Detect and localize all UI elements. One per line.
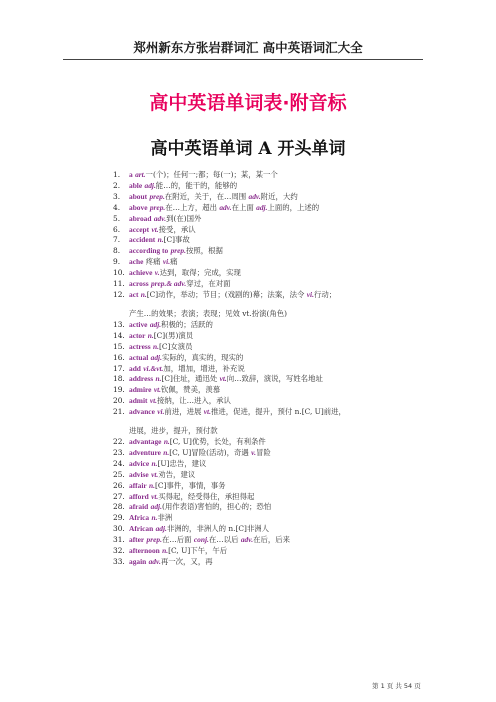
entry-definition: 上面的，上述的 bbox=[267, 202, 320, 212]
entry-word: accept bbox=[129, 224, 150, 234]
entry-pos: prep.& adv. bbox=[150, 279, 187, 289]
entry-number: 21. bbox=[113, 407, 125, 417]
list-item bbox=[113, 290, 413, 301]
section-title: 高中英语单词 A 开头单词 bbox=[150, 139, 346, 159]
entry-text bbox=[129, 448, 413, 459]
list-item bbox=[113, 448, 413, 459]
entry-word: abroad bbox=[129, 213, 152, 223]
entry-number: 7. bbox=[113, 235, 121, 245]
entry-number: 25. bbox=[113, 469, 125, 479]
entry-definition: [C]动作，举动；节目；(戏剧的)幕；法案，法令 bbox=[146, 289, 305, 299]
entry-number: 9. bbox=[113, 257, 121, 267]
entry-definition: 买得起，经受得住，承担得起 bbox=[158, 491, 255, 501]
entry-pos: adj. bbox=[155, 524, 167, 534]
entry-definition: 加，增加，增进，补充说 bbox=[163, 363, 245, 373]
entry-word: ache bbox=[129, 257, 144, 267]
list-item bbox=[113, 331, 413, 342]
list-item bbox=[113, 353, 413, 364]
entry-number: 14. bbox=[113, 330, 125, 340]
entry-word: add bbox=[129, 363, 141, 373]
entry-text bbox=[129, 353, 413, 364]
list-item bbox=[113, 459, 413, 470]
entry-number: 29. bbox=[113, 513, 125, 523]
header-rule bbox=[63, 59, 423, 60]
entry-word: advantage bbox=[129, 437, 162, 447]
entry-word: accident bbox=[129, 235, 156, 245]
entry-pos: adj. bbox=[149, 319, 162, 329]
entry-continuation: 产生…的效果；表演；表现；见效 vt.扮演(角色) bbox=[129, 308, 288, 318]
main-title: 高中英语单词表·附音标 bbox=[149, 92, 347, 114]
entry-pos: prep. bbox=[170, 246, 186, 256]
entry-number: 33. bbox=[113, 557, 125, 566]
entry-definition: 劝告，建议 bbox=[158, 469, 196, 479]
entry-definition: [C, U]优势，长处，有利条件 bbox=[169, 437, 266, 447]
entry-number: 24. bbox=[113, 458, 125, 468]
entry-text bbox=[129, 502, 413, 513]
entry-definition: [C](男)演员 bbox=[153, 330, 194, 340]
entry-word: achieve bbox=[129, 268, 153, 278]
entry-definition: [C, U]下午，午后 bbox=[168, 546, 228, 556]
entry-definition: 积极的；活跃的 bbox=[161, 319, 213, 329]
entry-definition: 按照，根据 bbox=[185, 246, 223, 256]
entry-definition: 冒险 bbox=[256, 447, 271, 457]
entry-pos: art. bbox=[135, 170, 146, 179]
list-item bbox=[113, 437, 413, 448]
entry-definition: 接受，承认 bbox=[158, 224, 196, 234]
entry-number: 12. bbox=[113, 289, 125, 299]
entry-definition: [C]女演员 bbox=[158, 341, 193, 351]
entry-pos: vi. bbox=[306, 289, 314, 299]
list-item bbox=[113, 279, 413, 290]
list-item bbox=[113, 407, 413, 418]
entry-word: advice bbox=[129, 458, 150, 468]
entry-definition: 非洲 bbox=[157, 513, 173, 523]
entry-number: 6. bbox=[113, 224, 121, 234]
entry-number: 27. bbox=[113, 491, 125, 501]
entry-word: a bbox=[129, 170, 133, 179]
list-item bbox=[113, 374, 413, 385]
entry-pos: n. bbox=[147, 330, 154, 340]
entry-number: 23. bbox=[113, 447, 125, 457]
entry-word: advise bbox=[129, 469, 149, 479]
entry-text bbox=[129, 459, 413, 470]
entry-word: above bbox=[129, 202, 148, 212]
list-item bbox=[113, 513, 413, 524]
entry-definition: 在…后面 bbox=[161, 535, 192, 545]
entry-word: Africa bbox=[129, 513, 150, 523]
entry-pos: vt. bbox=[153, 385, 161, 395]
list-item bbox=[113, 524, 413, 535]
entry-word: afternoon bbox=[129, 546, 160, 556]
entry-number: 11. bbox=[113, 279, 125, 289]
entry-pos: n. bbox=[163, 437, 170, 447]
entry-word: adventure bbox=[129, 447, 161, 457]
entry-text bbox=[129, 546, 413, 557]
entry-pos: vi. bbox=[162, 257, 171, 267]
entry-definition: 再一次，又，再 bbox=[160, 557, 213, 566]
entry-text bbox=[129, 407, 413, 418]
list-item bbox=[113, 181, 413, 192]
entry-number: 18. bbox=[113, 374, 125, 384]
entry-text bbox=[129, 364, 413, 375]
entry-pos: vt. bbox=[151, 491, 159, 501]
page-footer: 第 1 页 共 54 页 bbox=[372, 682, 421, 690]
entry-pos: vi.&vt. bbox=[143, 363, 164, 373]
entry-pos: vt. bbox=[151, 469, 159, 479]
entry-text bbox=[129, 214, 413, 225]
entry-pos: n. bbox=[151, 458, 158, 468]
entry-definition: 实际的，真实的，现实的 bbox=[161, 352, 244, 362]
entry-text bbox=[129, 535, 413, 546]
entry-pos: adv. bbox=[248, 191, 261, 201]
entry-definition: 能…的，能干的，能够的 bbox=[155, 180, 238, 190]
entry-pos: adj. bbox=[150, 352, 162, 362]
entry-number: 15. bbox=[113, 341, 125, 351]
entry-number: 2. bbox=[113, 180, 121, 190]
entry-definition: 行动； bbox=[313, 289, 337, 299]
entry-pos: adv. bbox=[240, 535, 254, 545]
entry-text bbox=[129, 513, 413, 524]
entry-word: able bbox=[129, 180, 143, 190]
list-item bbox=[113, 268, 413, 279]
entry-word: afraid bbox=[129, 502, 149, 512]
list-item bbox=[113, 492, 413, 503]
entry-pos: prep. bbox=[146, 535, 162, 545]
entry-definition: [U]忠告，建议 bbox=[157, 458, 207, 468]
list-item bbox=[113, 364, 413, 375]
entry-word: admire bbox=[129, 385, 152, 395]
entry-pos: vt. bbox=[149, 396, 158, 406]
entry-definition: (用作表语)害怕的，担心的；恐怕 bbox=[161, 502, 272, 512]
entry-text bbox=[129, 437, 413, 448]
entry-definition: 达到，取得；完成，实现 bbox=[159, 268, 241, 278]
entry-text bbox=[129, 320, 413, 331]
list-item bbox=[113, 557, 413, 568]
entry-definition: 非洲的，非洲人的 n.[C]非洲人 bbox=[166, 524, 270, 534]
entry-number: 3. bbox=[113, 191, 121, 201]
entry-pos: conj. bbox=[193, 535, 209, 545]
entry-word: active bbox=[129, 319, 148, 329]
entry-pos: n. bbox=[162, 546, 169, 556]
entry-number: 4. bbox=[113, 202, 121, 212]
entry-pos: n. bbox=[149, 480, 155, 490]
entry-definition: [C]事件，事情，事务 bbox=[154, 480, 226, 490]
entry-text bbox=[129, 290, 413, 301]
entry-pos: prep. bbox=[149, 202, 166, 212]
entry-pos: v. bbox=[251, 447, 257, 457]
entry-text bbox=[129, 481, 413, 492]
entry-number: 17. bbox=[113, 363, 125, 373]
list-item bbox=[113, 214, 413, 225]
entry-pos: vi. bbox=[157, 407, 165, 417]
page-header-title: 郑州新东方张岩群词汇 高中英语词汇大全 bbox=[133, 40, 363, 55]
entry-pos: vt. bbox=[151, 224, 159, 234]
list-item bbox=[113, 246, 413, 257]
entry-definition: 到(在)国外 bbox=[166, 213, 202, 223]
list-item bbox=[113, 192, 413, 203]
entry-pos: n. bbox=[151, 513, 158, 523]
entry-definition: [C]事故 bbox=[163, 235, 190, 245]
entry-word: across bbox=[129, 279, 149, 289]
list-item bbox=[113, 502, 413, 513]
entry-pos: vt. bbox=[219, 374, 227, 384]
entry-text bbox=[129, 170, 413, 181]
entry-text bbox=[129, 181, 413, 192]
entry-continuation: 进展，进步，提升，预付款 bbox=[129, 426, 218, 436]
entry-number: 30. bbox=[113, 524, 125, 534]
entry-definition: 在…上方，超出 bbox=[165, 202, 217, 212]
list-item bbox=[113, 470, 413, 481]
entry-number: 19. bbox=[113, 385, 125, 395]
entry-definition: [C, U]冒险(活动)，奇遇 bbox=[169, 447, 249, 457]
entry-word: African bbox=[129, 524, 154, 534]
entry-text bbox=[129, 235, 413, 246]
entry-text bbox=[129, 557, 413, 568]
entry-number: 22. bbox=[113, 437, 125, 447]
entry-definition: [C]住址，通迅处 bbox=[161, 374, 218, 384]
entry-word: act bbox=[129, 289, 139, 299]
list-item bbox=[113, 481, 413, 492]
entry-definition: 前进，进展 bbox=[164, 407, 202, 417]
entry-number: 13. bbox=[113, 319, 125, 329]
entry-number: 20. bbox=[113, 396, 125, 406]
list-item bbox=[113, 235, 413, 246]
entry-definition: 一(个)；任何一;都；每(一)；某，某一个 bbox=[145, 170, 278, 179]
list-item bbox=[113, 225, 413, 236]
entry-text bbox=[129, 192, 413, 203]
entry-pos: adj. bbox=[144, 180, 156, 190]
entry-definition: 钦佩，赞美，羡慕 bbox=[161, 385, 221, 395]
entry-text bbox=[129, 524, 413, 535]
entry-number: 31. bbox=[113, 535, 125, 545]
entry-definition: 附近，大约 bbox=[260, 191, 298, 201]
entry-pos: adv. bbox=[219, 202, 232, 212]
entry-text bbox=[129, 331, 413, 342]
entry-definition: 疼痛 bbox=[145, 257, 161, 267]
entry-word: actress bbox=[129, 341, 151, 351]
entry-word: about bbox=[129, 191, 148, 201]
entry-pos: adj. bbox=[256, 202, 268, 212]
entry-word: again bbox=[129, 557, 147, 566]
entry-word: according to bbox=[129, 246, 169, 256]
entry-word: affair bbox=[129, 480, 147, 490]
entry-word: actor bbox=[129, 330, 146, 340]
entry-number: 5. bbox=[113, 213, 121, 223]
entry-number: 26. bbox=[113, 480, 125, 490]
entry-pos: n. bbox=[140, 289, 147, 299]
entry-number: 16. bbox=[113, 352, 125, 362]
entry-definition: 接纳，让…进入，承认 bbox=[157, 396, 231, 406]
entry-word: actual bbox=[129, 352, 149, 362]
entry-word: after bbox=[129, 535, 145, 545]
entry-text bbox=[129, 203, 413, 214]
entry-pos: adv. bbox=[153, 213, 167, 223]
entry-number: 28. bbox=[113, 502, 125, 512]
list-item bbox=[113, 396, 413, 407]
entry-definition: 推进，促进，提升，预付 n.[C, U]前进， bbox=[210, 407, 346, 417]
word-list bbox=[113, 170, 413, 568]
entry-text bbox=[129, 470, 413, 481]
entry-definition: 在附近，关于，在…周围 bbox=[164, 191, 247, 201]
entry-pos: n. bbox=[152, 341, 159, 351]
entry-text bbox=[129, 396, 413, 407]
list-item bbox=[113, 257, 413, 268]
entry-pos: adv. bbox=[148, 557, 161, 566]
entry-number: 8. bbox=[113, 246, 121, 256]
entry-word: admit bbox=[129, 396, 148, 406]
entry-text bbox=[129, 342, 413, 353]
entry-definition: 穿过，在对面 bbox=[186, 279, 231, 289]
list-item bbox=[113, 203, 413, 214]
list-item bbox=[113, 342, 413, 353]
list-item bbox=[113, 170, 413, 181]
entry-text bbox=[129, 246, 413, 257]
entry-number: 32. bbox=[113, 546, 125, 556]
entry-word: address bbox=[129, 374, 154, 384]
entry-pos: v. bbox=[154, 268, 160, 278]
entry-definition: 在后，后来 bbox=[253, 535, 291, 545]
entry-pos: adj. bbox=[150, 502, 162, 512]
entry-text bbox=[129, 268, 413, 279]
entry-pos: prep. bbox=[149, 191, 165, 201]
entry-number: 10. bbox=[113, 268, 125, 278]
entry-text bbox=[129, 257, 413, 268]
entry-word: afford bbox=[129, 491, 149, 501]
list-item bbox=[113, 546, 413, 557]
entry-definition: 向…致辞，演说，写姓名地址 bbox=[226, 374, 323, 384]
entry-number: 1. bbox=[113, 170, 121, 179]
entry-text bbox=[129, 385, 413, 396]
entry-pos: n. bbox=[157, 235, 164, 245]
entry-pos: n. bbox=[163, 447, 170, 457]
entry-word: advance bbox=[129, 407, 155, 417]
entry-definition: 在…以后 bbox=[208, 535, 239, 545]
entry-pos: vt. bbox=[203, 407, 211, 417]
list-item bbox=[113, 385, 413, 396]
entry-text bbox=[129, 492, 413, 503]
list-item bbox=[113, 535, 413, 546]
entry-text bbox=[129, 279, 413, 290]
entry-text bbox=[129, 225, 413, 236]
entry-definition: 在上面 bbox=[231, 202, 254, 212]
entry-text bbox=[129, 374, 413, 385]
list-item bbox=[113, 320, 413, 331]
entry-pos: n. bbox=[155, 374, 162, 384]
entry-definition: 痛 bbox=[170, 257, 178, 267]
